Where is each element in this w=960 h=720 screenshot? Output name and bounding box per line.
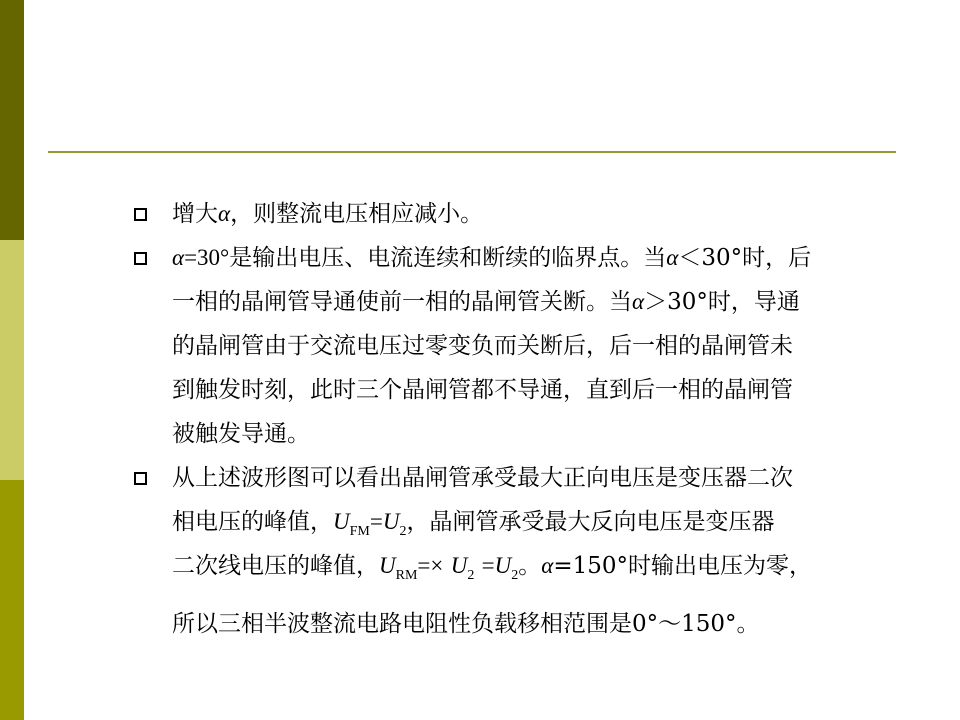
text-run: =30° (184, 245, 230, 270)
text-line (172, 192, 914, 236)
text-run: ，晶闸管承受最大反向电压是变压器 (406, 509, 775, 535)
voltage-symbol: U (494, 553, 512, 578)
alpha-symbol: α (218, 201, 231, 226)
text-line: 被触发导通。 (172, 421, 310, 447)
subscript: 2 (399, 524, 407, 539)
sidebar-block-middle (0, 240, 24, 480)
text-line: 的晶闸管由于交流电压过零变负而关断后，后一相的晶闸管未 (172, 333, 793, 359)
text-run: 增大 (172, 201, 218, 227)
text-line: 到触发时刻，此时三个晶闸管都不导通，直到后一相的晶闸管 (172, 377, 793, 403)
square-bullet-icon (134, 472, 147, 485)
sidebar-decoration (0, 0, 24, 720)
text-run: =150°时输出电压为零， (553, 553, 812, 579)
text-run: ＞30°时，导通 (644, 289, 800, 315)
bullet-item-1 (134, 192, 914, 236)
subscript: FM (349, 524, 370, 539)
text-line: 从上述波形图可以看出晶闸管承受最大正向电压是变压器二次 (172, 465, 793, 491)
alpha-symbol: α (666, 245, 679, 270)
bullet-item-3 (134, 456, 914, 646)
square-bullet-icon (134, 252, 147, 265)
text-run: = (369, 509, 383, 534)
title-divider-line (48, 151, 896, 153)
subscript: 2 (467, 568, 475, 583)
voltage-symbol: U (333, 509, 350, 534)
text-run: 二次线电压的峰值， (172, 553, 379, 579)
alpha-symbol: α (541, 553, 554, 578)
text-line (172, 500, 914, 544)
voltage-symbol: U (382, 509, 400, 534)
square-bullet-icon (134, 208, 147, 221)
subscript: 2 (511, 568, 519, 583)
slide-body (134, 192, 914, 646)
alpha-symbol: α (632, 289, 645, 314)
text-line: 所以三相半波整流电路电阻性负载移相范围是0°～150°。 (172, 611, 760, 637)
text-run: 。 (518, 553, 542, 579)
bullet-item-2 (134, 236, 914, 456)
text-run: 相电压的峰值， (172, 509, 333, 535)
text-line (172, 236, 914, 280)
text-run: 一相的晶闸管导通使前一相的晶闸管关断。当 (172, 289, 632, 315)
alpha-symbol: α (172, 245, 185, 270)
text-run: 是输出电压、电流连续和断续的临界点。当 (229, 245, 667, 271)
text-line (172, 280, 914, 324)
voltage-symbol: U (379, 553, 396, 578)
voltage-symbol: U (450, 553, 468, 578)
text-run: ，则整流电压相应减小。 (230, 201, 484, 227)
text-run: = (481, 553, 495, 578)
text-run: =× (417, 553, 444, 578)
subscript: RM (395, 568, 418, 583)
sidebar-block-top (0, 0, 24, 240)
text-line (172, 544, 914, 588)
text-run: ＜30°时，后 (678, 245, 812, 271)
sidebar-block-bottom (0, 480, 24, 720)
